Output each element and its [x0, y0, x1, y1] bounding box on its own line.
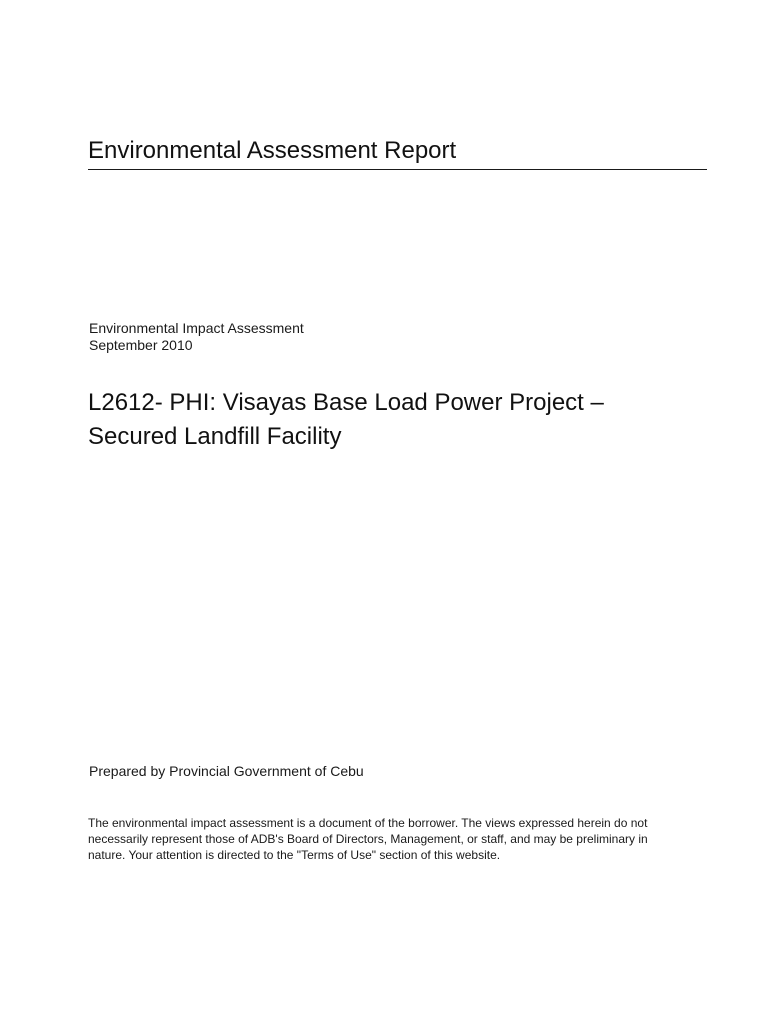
report-header [88, 136, 707, 178]
document-meta [89, 320, 304, 354]
project-title-line-2: Secured Landfill Facility [88, 423, 342, 450]
disclaimer-line-1: The environmental impact assessment is a document of the borrower. The views expressed herein do not [88, 816, 648, 830]
project-title [88, 386, 728, 454]
report-title: Environmental Assessment Report [88, 137, 457, 164]
document-date: September 2010 [89, 337, 193, 353]
disclaimer [88, 815, 688, 863]
disclaimer-line-2: necessarily represent those of ADB's Board of Directors, Management, or staff, and may be preliminary in [88, 832, 648, 846]
document-type: Environmental Impact Assessment [89, 320, 304, 336]
header-divider [88, 169, 707, 170]
project-title-line-1: L2612- PHI: Visayas Base Load Power Project – [88, 389, 604, 416]
prepared-by: Prepared by Provincial Government of Cebu [89, 763, 364, 779]
disclaimer-line-3: nature. Your attention is directed to the "Terms of Use" section of this website. [88, 848, 501, 862]
